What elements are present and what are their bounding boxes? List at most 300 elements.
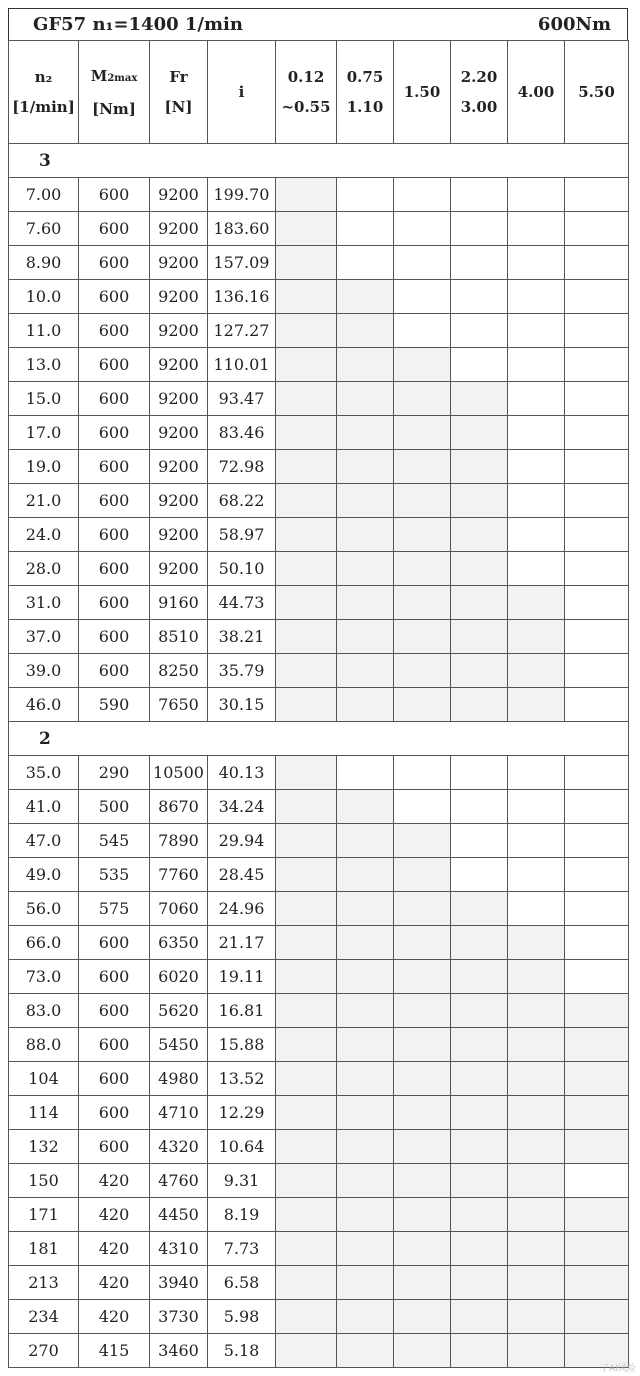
power-availability-cell xyxy=(394,586,451,620)
cell-m2: 600 xyxy=(79,518,150,552)
power-availability-cell xyxy=(565,1096,629,1130)
cell-n2: 7.60 xyxy=(9,212,79,246)
power-availability-cell xyxy=(565,1198,629,1232)
power-availability-cell xyxy=(565,484,629,518)
power-availability-cell xyxy=(337,212,394,246)
cell-m2: 600 xyxy=(79,178,150,212)
table-row xyxy=(9,620,629,654)
power-availability-cell xyxy=(276,1232,337,1266)
cell-i: 12.29 xyxy=(208,1096,276,1130)
power-availability-cell xyxy=(565,858,629,892)
cell-fr: 4310 xyxy=(150,1232,208,1266)
power-availability-cell xyxy=(337,518,394,552)
cell-i: 5.98 xyxy=(208,1300,276,1334)
table-row xyxy=(9,1198,629,1232)
cell-fr: 9160 xyxy=(150,586,208,620)
cell-m2: 600 xyxy=(79,348,150,382)
cell-fr: 3460 xyxy=(150,1334,208,1368)
cell-i: 30.15 xyxy=(208,688,276,722)
power-availability-cell xyxy=(337,756,394,790)
power-availability-cell xyxy=(451,348,508,382)
power-availability-cell xyxy=(451,586,508,620)
power-availability-cell xyxy=(565,1266,629,1300)
power-availability-cell xyxy=(565,518,629,552)
cell-m2: 600 xyxy=(79,994,150,1028)
table-row xyxy=(9,246,629,280)
cell-n2: 171 xyxy=(9,1198,79,1232)
power-availability-cell xyxy=(508,178,565,212)
cell-n2: 49.0 xyxy=(9,858,79,892)
power-availability-cell xyxy=(337,926,394,960)
power-availability-cell xyxy=(276,756,337,790)
cell-fr: 7650 xyxy=(150,688,208,722)
power-availability-cell xyxy=(508,994,565,1028)
header-fr-symbol: Fr xyxy=(169,68,188,86)
cell-m2: 420 xyxy=(79,1300,150,1334)
power-availability-cell xyxy=(394,756,451,790)
table-row xyxy=(9,688,629,722)
cell-fr: 6020 xyxy=(150,960,208,994)
power-availability-cell xyxy=(276,1198,337,1232)
power-availability-cell xyxy=(276,450,337,484)
cell-i: 40.13 xyxy=(208,756,276,790)
cell-i: 35.79 xyxy=(208,654,276,688)
cell-n2: 21.0 xyxy=(9,484,79,518)
table-row xyxy=(9,212,629,246)
power-availability-cell xyxy=(508,314,565,348)
cell-m2: 600 xyxy=(79,484,150,518)
power-availability-cell xyxy=(508,654,565,688)
table-row xyxy=(9,1164,629,1198)
power-availability-cell xyxy=(508,1198,565,1232)
stage-group-label: 3 xyxy=(9,144,629,178)
power-availability-cell xyxy=(451,552,508,586)
cell-i: 157.09 xyxy=(208,246,276,280)
power-availability-cell xyxy=(394,926,451,960)
table-row xyxy=(9,178,629,212)
power-availability-cell xyxy=(508,790,565,824)
power-availability-cell xyxy=(508,960,565,994)
power-availability-cell xyxy=(394,280,451,314)
cell-fr: 4760 xyxy=(150,1164,208,1198)
power-availability-cell xyxy=(337,552,394,586)
cell-m2: 420 xyxy=(79,1164,150,1198)
cell-i: 28.45 xyxy=(208,858,276,892)
cell-fr: 3730 xyxy=(150,1300,208,1334)
power-availability-cell xyxy=(337,1198,394,1232)
table-row xyxy=(9,892,629,926)
table-row xyxy=(9,552,629,586)
power-availability-cell xyxy=(276,416,337,450)
power-availability-cell xyxy=(337,178,394,212)
power-availability-cell xyxy=(451,212,508,246)
cell-m2: 600 xyxy=(79,926,150,960)
power-availability-cell xyxy=(337,790,394,824)
power-availability-cell xyxy=(276,1028,337,1062)
table-row xyxy=(9,382,629,416)
power-availability-cell xyxy=(565,892,629,926)
power-availability-cell xyxy=(565,654,629,688)
power-availability-cell xyxy=(565,450,629,484)
gearmotor-selection-table xyxy=(8,8,628,1368)
cell-fr: 9200 xyxy=(150,280,208,314)
header-row xyxy=(9,41,629,144)
table-row xyxy=(9,586,629,620)
cell-fr: 8670 xyxy=(150,790,208,824)
power-availability-cell xyxy=(276,994,337,1028)
power-availability-cell xyxy=(508,484,565,518)
power-availability-cell xyxy=(565,994,629,1028)
power-availability-cell xyxy=(337,654,394,688)
header-power-1: 0.12 ~0.55 xyxy=(276,41,337,144)
header-m2max-symbol: M2max xyxy=(90,66,138,85)
power-availability-cell xyxy=(508,280,565,314)
cell-i: 34.24 xyxy=(208,790,276,824)
cell-m2: 535 xyxy=(79,858,150,892)
power-availability-cell xyxy=(337,484,394,518)
power-availability-cell xyxy=(565,1028,629,1062)
cell-fr: 9200 xyxy=(150,178,208,212)
cell-fr: 7060 xyxy=(150,892,208,926)
cell-fr: 7760 xyxy=(150,858,208,892)
power-availability-cell xyxy=(451,246,508,280)
cell-fr: 4980 xyxy=(150,1062,208,1096)
power-availability-cell xyxy=(394,1096,451,1130)
table-row xyxy=(9,416,629,450)
power-availability-cell xyxy=(337,246,394,280)
cell-m2: 600 xyxy=(79,450,150,484)
table-row xyxy=(9,1096,629,1130)
power-availability-cell xyxy=(508,926,565,960)
power-availability-cell xyxy=(451,1164,508,1198)
power-availability-cell xyxy=(451,382,508,416)
power-availability-cell xyxy=(394,314,451,348)
power-availability-cell xyxy=(565,790,629,824)
power-availability-cell xyxy=(565,382,629,416)
power-availability-cell xyxy=(394,960,451,994)
power-availability-cell xyxy=(337,450,394,484)
table-row xyxy=(9,960,629,994)
power-availability-cell xyxy=(451,892,508,926)
cell-m2: 290 xyxy=(79,756,150,790)
power-availability-cell xyxy=(337,1130,394,1164)
power-availability-cell xyxy=(508,450,565,484)
power-availability-cell xyxy=(451,1198,508,1232)
cell-m2: 545 xyxy=(79,824,150,858)
power-availability-cell xyxy=(394,1266,451,1300)
power-availability-cell xyxy=(337,382,394,416)
power-availability-cell xyxy=(508,892,565,926)
watermark: 了AI风险 xyxy=(600,1364,636,1374)
cell-fr: 9200 xyxy=(150,212,208,246)
table-row xyxy=(9,926,629,960)
cell-m2: 600 xyxy=(79,280,150,314)
power-availability-cell xyxy=(565,756,629,790)
power-availability-cell xyxy=(565,1232,629,1266)
power-availability-cell xyxy=(394,790,451,824)
power-availability-cell xyxy=(276,246,337,280)
power-availability-cell xyxy=(394,348,451,382)
table-row xyxy=(9,518,629,552)
stage-group-label: 2 xyxy=(9,722,629,756)
cell-i: 13.52 xyxy=(208,1062,276,1096)
stage-group-row xyxy=(9,144,629,178)
power-availability-cell xyxy=(276,688,337,722)
cell-fr: 9200 xyxy=(150,382,208,416)
power-availability-cell xyxy=(508,824,565,858)
power-availability-cell xyxy=(394,1300,451,1334)
power-availability-cell xyxy=(276,858,337,892)
table-row xyxy=(9,1334,629,1368)
power-availability-cell xyxy=(276,892,337,926)
power-availability-cell xyxy=(451,960,508,994)
power-availability-cell xyxy=(337,1096,394,1130)
power-availability-cell xyxy=(394,484,451,518)
cell-n2: 132 xyxy=(9,1130,79,1164)
power-availability-cell xyxy=(337,892,394,926)
power-availability-cell xyxy=(508,1130,565,1164)
power-availability-cell xyxy=(276,178,337,212)
cell-i: 24.96 xyxy=(208,892,276,926)
power-availability-cell xyxy=(508,1062,565,1096)
power-availability-cell xyxy=(508,1300,565,1334)
cell-m2: 600 xyxy=(79,654,150,688)
cell-n2: 28.0 xyxy=(9,552,79,586)
header-fr xyxy=(150,41,208,144)
cell-n2: 73.0 xyxy=(9,960,79,994)
power-availability-cell xyxy=(276,552,337,586)
power-availability-cell xyxy=(337,824,394,858)
power-availability-cell xyxy=(394,994,451,1028)
power-availability-cell xyxy=(508,348,565,382)
cell-n2: 37.0 xyxy=(9,620,79,654)
power-availability-cell xyxy=(394,416,451,450)
table-title-torque: 600Nm xyxy=(537,14,611,35)
cell-m2: 600 xyxy=(79,416,150,450)
table-body xyxy=(9,144,629,1368)
table-row xyxy=(9,1062,629,1096)
power-availability-cell xyxy=(337,960,394,994)
power-availability-cell xyxy=(508,518,565,552)
power-availability-cell xyxy=(337,994,394,1028)
cell-fr: 8250 xyxy=(150,654,208,688)
power-availability-cell xyxy=(451,1062,508,1096)
power-availability-cell xyxy=(394,1164,451,1198)
table-row xyxy=(9,790,629,824)
table-row xyxy=(9,484,629,518)
table-row xyxy=(9,314,629,348)
cell-m2: 600 xyxy=(79,1096,150,1130)
header-power-2: 0.75 1.10 xyxy=(337,41,394,144)
cell-i: 7.73 xyxy=(208,1232,276,1266)
cell-fr: 4710 xyxy=(150,1096,208,1130)
power-availability-cell xyxy=(276,280,337,314)
cell-n2: 114 xyxy=(9,1096,79,1130)
table-row xyxy=(9,654,629,688)
power-availability-cell xyxy=(276,1334,337,1368)
power-availability-cell xyxy=(508,1096,565,1130)
table-row xyxy=(9,994,629,1028)
power-availability-cell xyxy=(565,178,629,212)
power-availability-cell xyxy=(394,450,451,484)
power-availability-cell xyxy=(394,824,451,858)
power-availability-cell xyxy=(276,484,337,518)
cell-n2: 19.0 xyxy=(9,450,79,484)
power-availability-cell xyxy=(451,1334,508,1368)
table-row xyxy=(9,756,629,790)
cell-m2: 420 xyxy=(79,1232,150,1266)
data-table xyxy=(8,40,629,1368)
power-availability-cell xyxy=(337,1300,394,1334)
cell-i: 9.31 xyxy=(208,1164,276,1198)
cell-m2: 500 xyxy=(79,790,150,824)
cell-n2: 234 xyxy=(9,1300,79,1334)
cell-fr: 5620 xyxy=(150,994,208,1028)
power-availability-cell xyxy=(337,1062,394,1096)
cell-m2: 600 xyxy=(79,212,150,246)
table-row xyxy=(9,1266,629,1300)
cell-i: 199.70 xyxy=(208,178,276,212)
cell-n2: 35.0 xyxy=(9,756,79,790)
cell-n2: 39.0 xyxy=(9,654,79,688)
cell-i: 29.94 xyxy=(208,824,276,858)
power-availability-cell xyxy=(565,280,629,314)
power-availability-cell xyxy=(394,1028,451,1062)
power-availability-cell xyxy=(451,178,508,212)
power-availability-cell xyxy=(451,314,508,348)
power-availability-cell xyxy=(565,1300,629,1334)
table-title-model: GF57 n₁=1400 1/min xyxy=(33,14,243,35)
table-row xyxy=(9,280,629,314)
cell-i: 68.22 xyxy=(208,484,276,518)
cell-i: 110.01 xyxy=(208,348,276,382)
cell-fr: 9200 xyxy=(150,518,208,552)
cell-fr: 6350 xyxy=(150,926,208,960)
power-availability-cell xyxy=(337,1266,394,1300)
cell-n2: 15.0 xyxy=(9,382,79,416)
power-availability-cell xyxy=(508,620,565,654)
table-row xyxy=(9,824,629,858)
power-availability-cell xyxy=(337,1334,394,1368)
power-availability-cell xyxy=(451,1300,508,1334)
power-availability-cell xyxy=(565,1130,629,1164)
power-availability-cell xyxy=(451,1266,508,1300)
power-availability-cell xyxy=(451,688,508,722)
cell-fr: 9200 xyxy=(150,450,208,484)
power-availability-cell xyxy=(451,790,508,824)
power-availability-cell xyxy=(565,586,629,620)
cell-n2: 46.0 xyxy=(9,688,79,722)
cell-i: 58.97 xyxy=(208,518,276,552)
power-availability-cell xyxy=(565,314,629,348)
cell-n2: 66.0 xyxy=(9,926,79,960)
power-availability-cell xyxy=(565,416,629,450)
power-availability-cell xyxy=(337,1164,394,1198)
cell-m2: 415 xyxy=(79,1334,150,1368)
cell-n2: 17.0 xyxy=(9,416,79,450)
power-availability-cell xyxy=(451,1096,508,1130)
cell-n2: 83.0 xyxy=(9,994,79,1028)
cell-m2: 600 xyxy=(79,620,150,654)
power-availability-cell xyxy=(337,1028,394,1062)
power-availability-cell xyxy=(394,178,451,212)
power-availability-cell xyxy=(508,552,565,586)
cell-i: 21.17 xyxy=(208,926,276,960)
header-ratio: i xyxy=(208,41,276,144)
cell-n2: 8.90 xyxy=(9,246,79,280)
power-availability-cell xyxy=(508,1266,565,1300)
power-availability-cell xyxy=(394,212,451,246)
cell-fr: 7890 xyxy=(150,824,208,858)
cell-i: 38.21 xyxy=(208,620,276,654)
cell-n2: 13.0 xyxy=(9,348,79,382)
power-availability-cell xyxy=(276,1062,337,1096)
cell-m2: 420 xyxy=(79,1198,150,1232)
cell-i: 6.58 xyxy=(208,1266,276,1300)
power-availability-cell xyxy=(565,246,629,280)
cell-n2: 11.0 xyxy=(9,314,79,348)
power-availability-cell xyxy=(565,552,629,586)
power-availability-cell xyxy=(276,1130,337,1164)
table-row xyxy=(9,450,629,484)
power-availability-cell xyxy=(451,280,508,314)
cell-i: 127.27 xyxy=(208,314,276,348)
cell-m2: 600 xyxy=(79,960,150,994)
power-availability-cell xyxy=(337,280,394,314)
cell-m2: 590 xyxy=(79,688,150,722)
power-availability-cell xyxy=(276,926,337,960)
power-availability-cell xyxy=(337,1232,394,1266)
power-availability-cell xyxy=(565,1062,629,1096)
power-availability-cell xyxy=(508,382,565,416)
power-availability-cell xyxy=(451,994,508,1028)
cell-m2: 420 xyxy=(79,1266,150,1300)
power-availability-cell xyxy=(276,960,337,994)
power-availability-cell xyxy=(276,824,337,858)
table-row xyxy=(9,348,629,382)
power-availability-cell xyxy=(276,790,337,824)
cell-m2: 600 xyxy=(79,586,150,620)
table-row xyxy=(9,1232,629,1266)
power-availability-cell xyxy=(394,246,451,280)
power-availability-cell xyxy=(508,1028,565,1062)
cell-n2: 7.00 xyxy=(9,178,79,212)
cell-n2: 41.0 xyxy=(9,790,79,824)
cell-i: 19.11 xyxy=(208,960,276,994)
cell-n2: 56.0 xyxy=(9,892,79,926)
cell-i: 10.64 xyxy=(208,1130,276,1164)
power-availability-cell xyxy=(394,552,451,586)
cell-fr: 9200 xyxy=(150,348,208,382)
cell-m2: 575 xyxy=(79,892,150,926)
cell-m2: 600 xyxy=(79,382,150,416)
cell-i: 183.60 xyxy=(208,212,276,246)
cell-fr: 4320 xyxy=(150,1130,208,1164)
header-power-6: 5.50 xyxy=(565,41,629,144)
power-availability-cell xyxy=(451,620,508,654)
header-m2max xyxy=(79,41,150,144)
header-power-4: 2.20 3.00 xyxy=(451,41,508,144)
header-power-3: 1.50 xyxy=(394,41,451,144)
power-availability-cell xyxy=(451,518,508,552)
power-availability-cell xyxy=(394,1130,451,1164)
power-availability-cell xyxy=(276,212,337,246)
cell-i: 72.98 xyxy=(208,450,276,484)
power-availability-cell xyxy=(394,1232,451,1266)
cell-n2: 104 xyxy=(9,1062,79,1096)
cell-n2: 24.0 xyxy=(9,518,79,552)
power-availability-cell xyxy=(276,1164,337,1198)
